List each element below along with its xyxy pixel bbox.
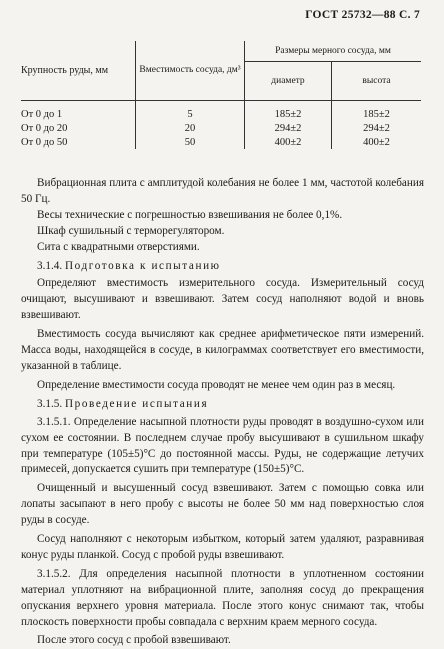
cell-diameter: 185±2 (245, 101, 332, 122)
table-row (21, 101, 421, 122)
cell-size: От 0 до 50 (21, 136, 68, 148)
cell-height: 400±2 (332, 135, 422, 149)
column-header-height: высота (332, 62, 422, 101)
paragraph-sieves: Сита с квадратными отверстиями. (37, 240, 200, 253)
cell-size: От 0 до 20 (21, 122, 68, 134)
cell-height: 185±2 (332, 101, 422, 122)
cell-diameter: 400±2 (245, 135, 332, 149)
paragraph-vessel-filling: Очищенный и высушенный сосуд взвешивают. Затем с помощью совка или лопаты засыпают в него пробу с высоты не более 50 мм над поверхностью слоя руды в сосуде. (21, 482, 424, 527)
paragraph-capacity-calculation: Вместимость сосуда вычисляют как среднее арифметическое пяти измерений. Масса воды, находящейся в сосуде, в килограммах соответствует его вместимости, указанной в таблице. (21, 328, 424, 372)
column-header-diameter: диаметр (245, 62, 332, 101)
cell-size: От 0 до 1 (21, 108, 63, 120)
paragraph-final-weighing: После этого сосуд с пробой взвешивают. (37, 634, 231, 647)
column-header-dimensions: Размеры мерного сосуда, мм (245, 41, 422, 62)
cell-volume: 5 (136, 101, 245, 122)
section-heading-testing (21, 397, 424, 413)
section-number: 3.1.4. (37, 259, 63, 272)
cell-diameter: 294±2 (245, 121, 332, 135)
section-title: Проведение испытания (64, 397, 209, 410)
column-header-size: Крупность руды, мм (21, 41, 136, 101)
section-heading-preparation (21, 259, 424, 275)
section-title: Подготовка к испытанию (64, 259, 221, 272)
section-number: 3.1.5. (37, 397, 63, 410)
paragraph-scales: Весы технические с погрешностью взвешивания не более 0,1%. (37, 208, 343, 221)
paragraph-vibration-plate: Вибрационная плита с амплитудой колебания не более 1 мм, частотой колебания 50 Гц. (21, 177, 424, 205)
table-row (21, 135, 421, 149)
page-header: ГОСТ 25732—88 С. 7 (305, 9, 420, 21)
vessel-size-table (21, 41, 421, 149)
cell-volume: 20 (136, 121, 245, 135)
cell-volume: 50 (136, 135, 245, 149)
paragraph-leveling: Сосуд наполняют с некоторым избытком, который затем удаляют, разравнивая конус руды планкой. Сосуд с пробой руды взвешивают. (21, 533, 424, 561)
document-body (21, 176, 424, 649)
cell-height: 294±2 (332, 121, 422, 135)
table-row (21, 121, 421, 135)
paragraph-drying-cabinet: Шкаф сушильный с терморегулятором. (37, 224, 225, 237)
paragraph-capacity-frequency: Определение вместимости сосуда проводят не менее чем один раз в месяц. (37, 378, 396, 391)
column-header-volume: Вместимость сосуда, дм³ (136, 41, 245, 101)
paragraph-compacted-density: 3.1.5.2. Для определения насыпной плотности в уплотненном состоянии материал уплотняют на вибрационной плите, заполняя сосуд до прекращения опускания верхнего уровня материала. После этого конус снимают так, чтобы плоскость поверхности пробы совпадала с верхним краем мерного сосуда. (21, 567, 424, 628)
paragraph-bulk-density-method: 3.1.5.1. Определение насыпной плотности руды проводят в воздушно-сухом или сухом ее состоянии. В последнем случае пробу высушивают в сушильном шкафу при температуре (105±5)°С до постоянной массы. Руды, не содержащие летучих примесей, допускается сушить при температуре (150±5)°С. (21, 415, 424, 476)
paragraph-capacity-determination: Определяют вместимость измерительного сосуда. Измерительный сосуд очищают, высушивают и взвешивают. Затем сосуд наполняют водой и вновь взвешивают. (21, 277, 424, 322)
